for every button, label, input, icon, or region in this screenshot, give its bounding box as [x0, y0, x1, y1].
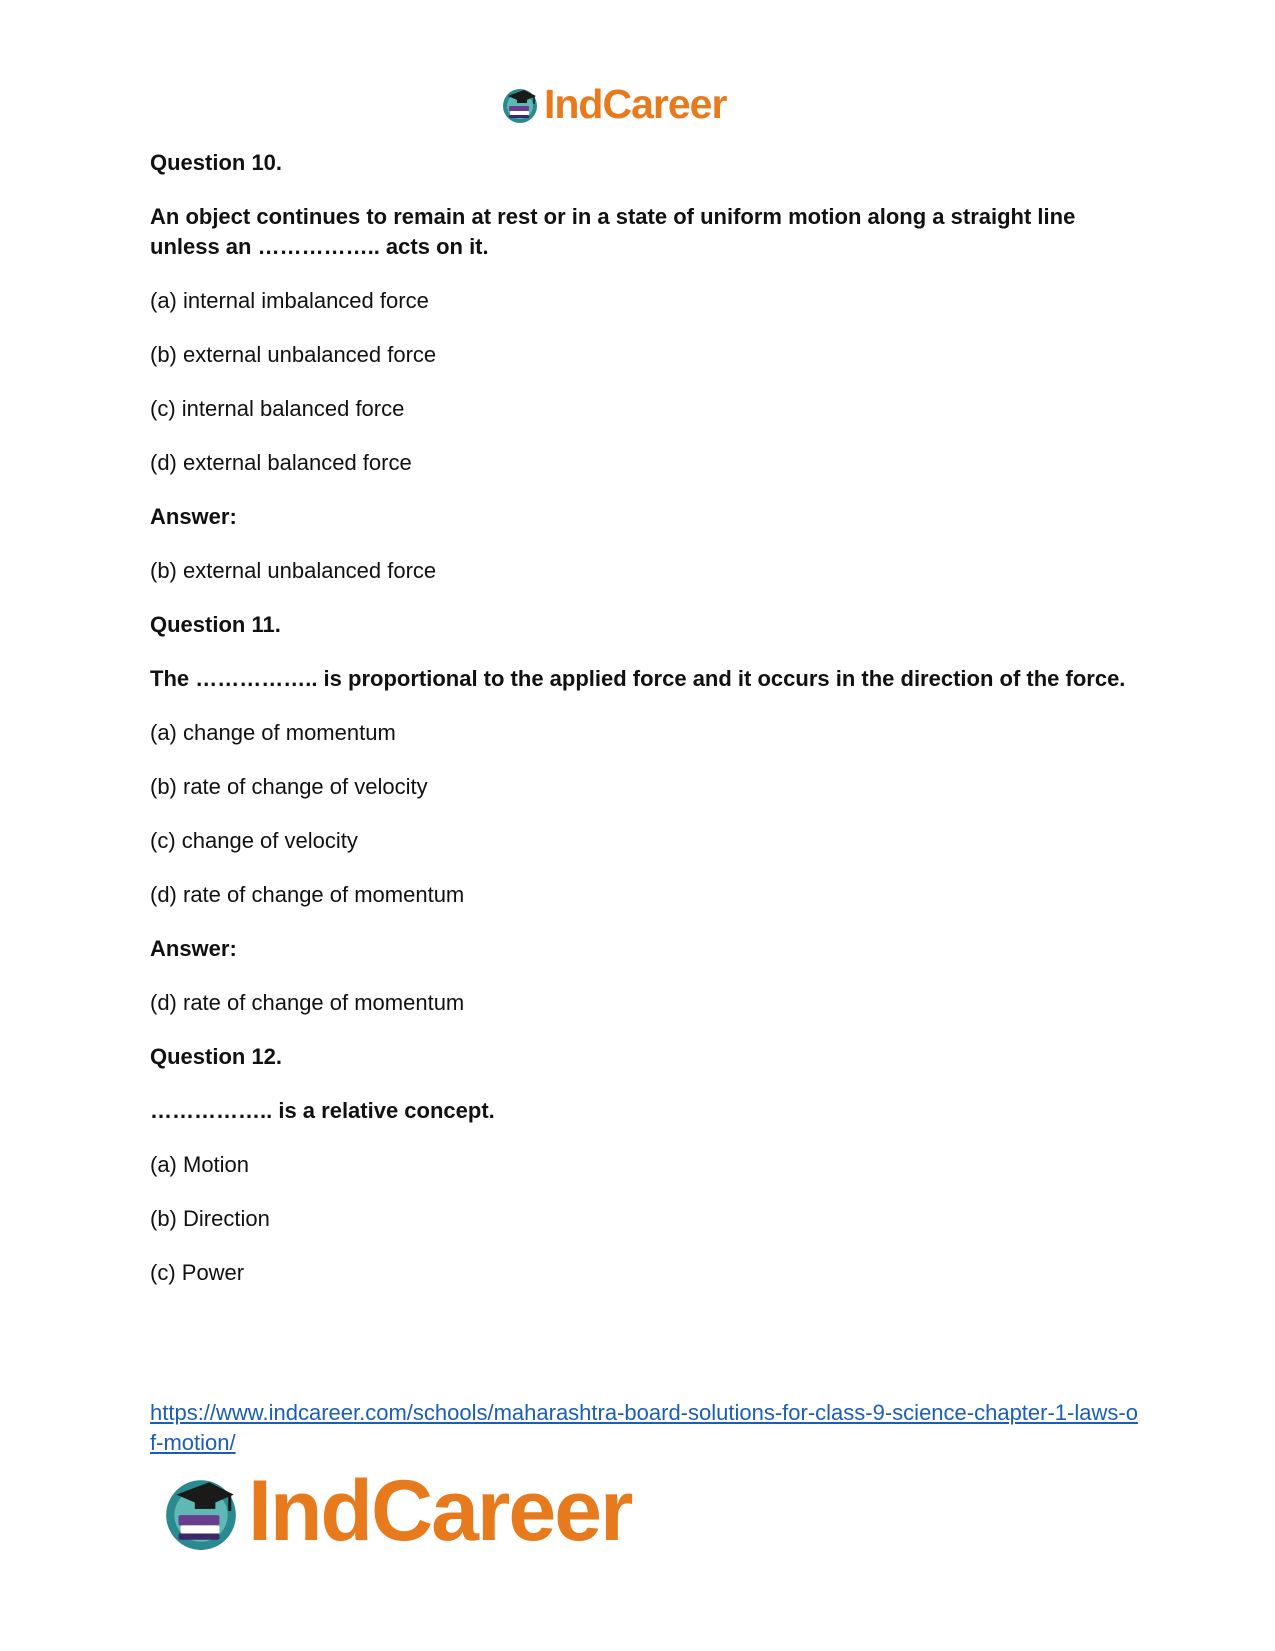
option-d: (d) rate of change of momentum	[150, 882, 465, 907]
answer-label: Answer:	[150, 936, 237, 961]
answer-text: (b) external unbalanced force	[150, 558, 437, 583]
option-a: (a) change of momentum	[150, 720, 396, 745]
answer-label: Answer:	[150, 504, 237, 529]
brand-name: IndCareer	[544, 80, 727, 127]
question-block	[150, 148, 1130, 586]
source-link[interactable]: https://www.indcareer.com/schools/maharashtra-board-solutions-for-class-9-science-chapter-1-laws-of-motion/	[150, 1400, 1138, 1455]
document-body	[150, 148, 1130, 1312]
question-block	[150, 1042, 1130, 1288]
option-c: (c) internal balanced force	[150, 396, 405, 421]
option-b: (b) external unbalanced force	[150, 342, 437, 367]
option-b: (b) Direction	[150, 1206, 270, 1231]
option-a: (a) Motion	[150, 1152, 250, 1177]
option-c: (c) change of velocity	[150, 828, 358, 853]
option-a: (a) internal imbalanced force	[150, 288, 429, 313]
footer-logo	[160, 1463, 632, 1559]
option-d: (d) external balanced force	[150, 450, 412, 475]
answer-text: (d) rate of change of momentum	[150, 990, 465, 1015]
question-heading: Question 12.	[150, 1044, 283, 1069]
question-text: The …………….. is proportional to the applied force and it occurs in the direction of the force.	[150, 666, 1126, 691]
brand-name: IndCareer	[248, 1463, 632, 1559]
question-text: …………….. is a relative concept.	[150, 1098, 495, 1123]
question-block	[150, 610, 1130, 1018]
header-logo	[500, 80, 726, 128]
graduation-cap-books-icon	[500, 84, 540, 124]
question-text: An object continues to remain at rest or in a state of uniform motion along a straight line unless an …………….. acts on it.	[150, 204, 1076, 259]
question-heading: Question 11.	[150, 612, 281, 637]
graduation-cap-books-icon	[160, 1470, 242, 1552]
option-c: (c) Power	[150, 1260, 245, 1285]
question-heading: Question 10.	[150, 150, 283, 175]
option-b: (b) rate of change of velocity	[150, 774, 428, 799]
